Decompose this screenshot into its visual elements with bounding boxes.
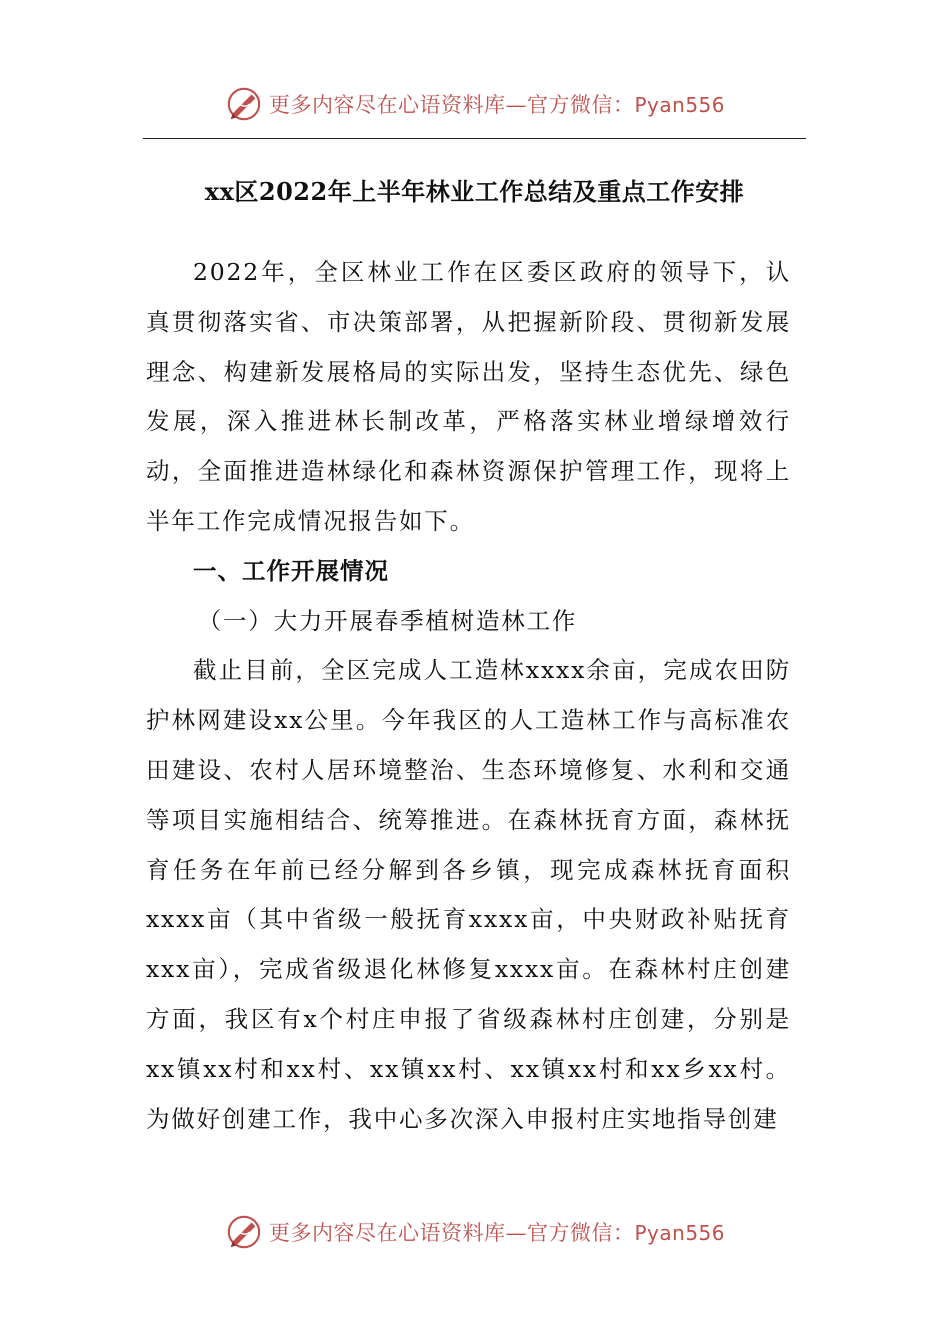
- banner-text: [269, 89, 725, 119]
- banner-text: [269, 1217, 725, 1247]
- banner-slogan: 更多内容尽在心语资料库—官方微信：: [268, 93, 635, 117]
- banner-slogan: 更多内容尽在心语资料库—官方微信：: [268, 1221, 635, 1245]
- document-body: [146, 248, 791, 1144]
- banner-wechat-id: Pyan556: [634, 93, 725, 117]
- document-title: xx区2022年上半年林业工作总结及重点工作安排: [204, 177, 745, 206]
- pen-logo-icon: [225, 1213, 263, 1251]
- body-paragraph: 截止目前，全区完成人工造林xxxx余亩，完成农田防护林网建设xx公里。今年我区的人工造林工作与高标准农田建设、农村人居环境整治、生态环境修复、水利和交通等项目实施相结合、统筹推进。在森林抚育方面，森林抚育任务在年前已经分解到各乡镇，现完成森林抚育面积xxxx亩（其中省级一般抚育xxxx亩，中央财政补贴抚育xxx亩），完成省级退化林修复xxxx亩。在森林村庄创建方面，我区有x个村庄申报了省级森林村庄创建，分别是xx镇xx村和xx村、xx镇xx村、xx镇xx村和xx乡xx村。为做好创建工作，我中心多次深入申报村庄实地指导创建: [146, 656, 791, 1133]
- footer-banner: [0, 1212, 950, 1252]
- pen-logo-icon: [225, 85, 263, 123]
- subsection-heading: （一）大力开展春季植树造林工作: [197, 606, 578, 635]
- banner-wechat-id: Pyan556: [634, 1221, 725, 1245]
- header-banner: [0, 84, 950, 124]
- body-paragraph: 2022年，全区林业工作在区委区政府的领导下，认真贯彻落实省、市决策部署，从把握新阶段、贯彻新发展理念、构建新发展格局的实际出发，坚持生态优先、绿色发展，深入推进林长制改革，严格落实林业增绿增效行动，全面推进造林绿化和森林资源保护管理工作，现将上半年工作完成情况报告如下。: [146, 258, 791, 535]
- section-heading: 一、工作开展情况: [193, 556, 389, 585]
- header-divider: [143, 138, 806, 139]
